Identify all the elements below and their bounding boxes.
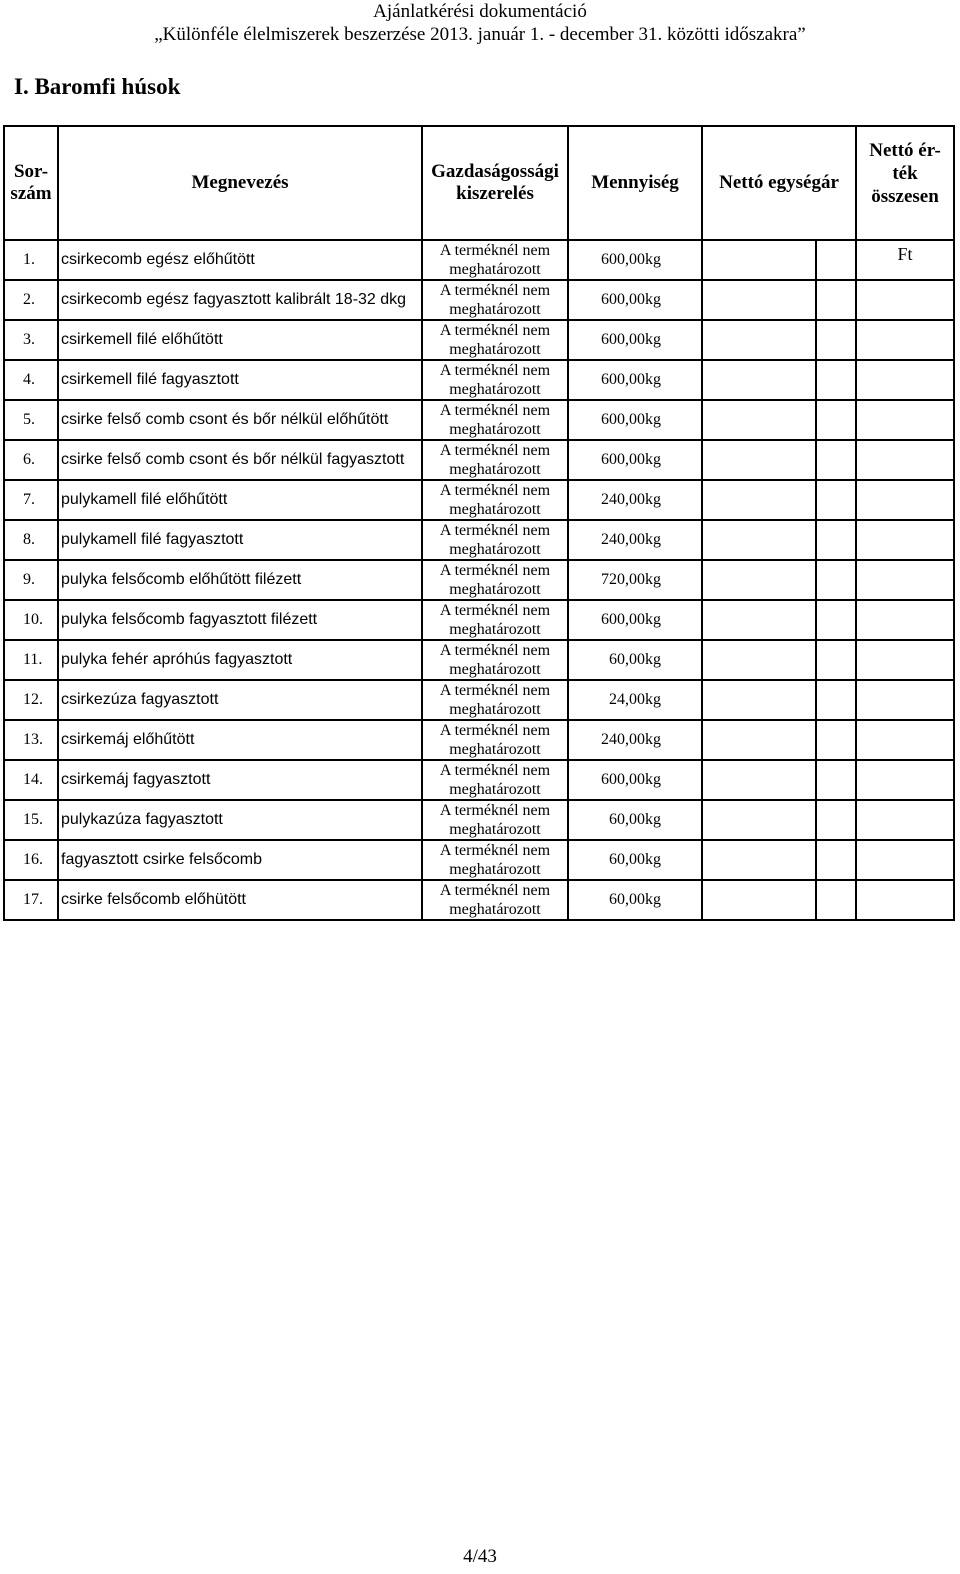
item-name: csirkezúza fagyasztott	[58, 680, 422, 720]
row-number: 6.	[4, 440, 58, 480]
row-number: 9.	[4, 560, 58, 600]
items-table	[3, 125, 955, 921]
total-cell	[856, 840, 954, 880]
unit-price-cell	[702, 600, 816, 640]
item-name: csirkecomb egész fagyasztott kalibrált 18-32 dkg	[58, 280, 422, 320]
item-quantity: 240,00kg	[568, 480, 702, 520]
item-quantity: 240,00kg	[568, 720, 702, 760]
unit-price-suffix-cell	[816, 280, 856, 320]
row-number: 10.	[4, 600, 58, 640]
row-number: 2.	[4, 280, 58, 320]
unit-price-cell	[702, 240, 816, 280]
total-cell	[856, 360, 954, 400]
unit-price-cell	[702, 720, 816, 760]
column-header-total	[856, 126, 954, 264]
unit-price-suffix-cell	[816, 760, 856, 800]
row-number: 15.	[4, 800, 58, 840]
item-packaging: A terméknél nem meghatározott	[422, 240, 568, 280]
item-packaging: A terméknél nem meghatározott	[422, 840, 568, 880]
item-packaging: A terméknél nem meghatározott	[422, 400, 568, 440]
column-header-packaging: Gazdaságossági kiszerelés	[422, 126, 568, 240]
item-quantity: 720,00kg	[568, 560, 702, 600]
table-row	[4, 360, 954, 400]
unit-price-cell	[702, 760, 816, 800]
total-cell	[856, 280, 954, 320]
item-packaging: A terméknél nem meghatározott	[422, 720, 568, 760]
total-label: Nettó ér-ték összesen	[869, 139, 941, 207]
unit-price-cell	[702, 880, 816, 920]
item-quantity: 600,00kg	[568, 280, 702, 320]
row-number: 3.	[4, 320, 58, 360]
unit-price-cell	[702, 840, 816, 880]
table-row	[4, 600, 954, 640]
item-packaging: A terméknél nem meghatározott	[422, 520, 568, 560]
table-row	[4, 280, 954, 320]
table-row	[4, 840, 954, 880]
table-body	[4, 240, 954, 920]
item-quantity: 240,00kg	[568, 520, 702, 560]
total-unit: Ft	[897, 244, 913, 264]
unit-price-suffix-cell	[816, 800, 856, 840]
item-packaging: A terméknél nem meghatározott	[422, 640, 568, 680]
item-quantity: 600,00kg	[568, 600, 702, 640]
unit-price-cell	[702, 560, 816, 600]
item-packaging: A terméknél nem meghatározott	[422, 320, 568, 360]
table-row	[4, 520, 954, 560]
row-number: 11.	[4, 640, 58, 680]
total-cell	[856, 440, 954, 480]
total-cell	[856, 600, 954, 640]
item-name: csirkemell filé fagyasztott	[58, 360, 422, 400]
row-number: 5.	[4, 400, 58, 440]
unit-price-suffix-cell	[816, 600, 856, 640]
total-cell	[856, 480, 954, 520]
item-name: csirkemell filé előhűtött	[58, 320, 422, 360]
section-title: I. Baromfi húsok	[14, 74, 181, 99]
item-quantity: 60,00kg	[568, 640, 702, 680]
unit-price-cell	[702, 800, 816, 840]
item-name: pulyka fehér apróhús fagyasztott	[58, 640, 422, 680]
item-name: pulykazúza fagyasztott	[58, 800, 422, 840]
row-number: 12.	[4, 680, 58, 720]
unit-price-cell	[702, 400, 816, 440]
row-number: 13.	[4, 720, 58, 760]
table-row	[4, 680, 954, 720]
unit-price-suffix-cell	[816, 400, 856, 440]
item-quantity: 60,00kg	[568, 800, 702, 840]
item-name: csirke felső comb csont és bőr nélkül fagyasztott	[58, 440, 422, 480]
unit-price-suffix-cell	[816, 720, 856, 760]
document-header	[0, 0, 960, 46]
item-name: csirke felső comb csont és bőr nélkül előhűtött	[58, 400, 422, 440]
column-header-unit-price: Nettó egységár	[702, 126, 856, 240]
row-number: 17.	[4, 880, 58, 920]
column-header-name: Megnevezés	[58, 126, 422, 240]
row-number: 4.	[4, 360, 58, 400]
row-number: 14.	[4, 760, 58, 800]
row-number: 16.	[4, 840, 58, 880]
item-name: pulyka felsőcomb fagyasztott filézett	[58, 600, 422, 640]
item-quantity: 24,00kg	[568, 680, 702, 720]
item-packaging: A terméknél nem meghatározott	[422, 800, 568, 840]
table-row	[4, 800, 954, 840]
total-cell	[856, 320, 954, 360]
item-packaging: A terméknél nem meghatározott	[422, 480, 568, 520]
table-row	[4, 440, 954, 480]
item-quantity: 600,00kg	[568, 400, 702, 440]
total-cell	[856, 680, 954, 720]
total-cell	[856, 520, 954, 560]
page-number: 4/43	[463, 1546, 497, 1567]
item-quantity: 60,00kg	[568, 880, 702, 920]
total-cell	[856, 760, 954, 800]
unit-price-cell	[702, 680, 816, 720]
table-row	[4, 400, 954, 440]
item-packaging: A terméknél nem meghatározott	[422, 440, 568, 480]
unit-price-suffix-cell	[816, 880, 856, 920]
unit-price-suffix-cell	[816, 840, 856, 880]
item-quantity: 600,00kg	[568, 360, 702, 400]
item-name: fagyasztott csirke felsőcomb	[58, 840, 422, 880]
unit-price-suffix-cell	[816, 360, 856, 400]
unit-price-suffix-cell	[816, 480, 856, 520]
unit-price-suffix-cell	[816, 440, 856, 480]
item-packaging: A terméknél nem meghatározott	[422, 680, 568, 720]
table-row	[4, 640, 954, 680]
table-row	[4, 240, 954, 280]
item-packaging: A terméknél nem meghatározott	[422, 560, 568, 600]
item-name: pulykamell filé fagyasztott	[58, 520, 422, 560]
unit-price-suffix-cell	[816, 560, 856, 600]
unit-price-cell	[702, 360, 816, 400]
item-name: csirkecomb egész előhűtött	[58, 240, 422, 280]
row-number: 8.	[4, 520, 58, 560]
table-row	[4, 720, 954, 760]
document-subtitle: „Különféle élelmiszerek beszerzése 2013. január 1. - december 31. közötti időszakra”	[154, 24, 806, 45]
item-packaging: A terméknél nem meghatározott	[422, 880, 568, 920]
item-quantity: 600,00kg	[568, 440, 702, 480]
total-cell	[856, 640, 954, 680]
unit-price-cell	[702, 480, 816, 520]
unit-price-suffix-cell	[816, 320, 856, 360]
unit-price-suffix-cell	[816, 240, 856, 280]
item-packaging: A terméknél nem meghatározott	[422, 360, 568, 400]
unit-price-cell	[702, 640, 816, 680]
item-quantity: 600,00kg	[568, 320, 702, 360]
item-name: pulykamell filé előhűtött	[58, 480, 422, 520]
unit-price-cell	[702, 520, 816, 560]
column-header-number: Sor-szám	[4, 126, 58, 240]
total-cell	[856, 800, 954, 840]
table-row	[4, 760, 954, 800]
item-name: pulyka felsőcomb előhűtött filézett	[58, 560, 422, 600]
item-packaging: A terméknél nem meghatározott	[422, 600, 568, 640]
table-row	[4, 320, 954, 360]
item-name: csirkemáj fagyasztott	[58, 760, 422, 800]
total-cell	[856, 400, 954, 440]
item-quantity: 600,00kg	[568, 240, 702, 280]
table-row	[4, 480, 954, 520]
document-title: Ajánlatkérési dokumentáció	[373, 1, 587, 22]
unit-price-cell	[702, 280, 816, 320]
total-cell	[856, 560, 954, 600]
item-quantity: 600,00kg	[568, 760, 702, 800]
unit-price-cell	[702, 320, 816, 360]
unit-price-cell	[702, 440, 816, 480]
column-header-quantity: Mennyiség	[568, 126, 702, 240]
unit-price-suffix-cell	[816, 680, 856, 720]
item-quantity: 60,00kg	[568, 840, 702, 880]
item-name: csirke felsőcomb előhütött	[58, 880, 422, 920]
unit-price-suffix-cell	[816, 520, 856, 560]
row-number: 7.	[4, 480, 58, 520]
item-name: csirkemáj előhűtött	[58, 720, 422, 760]
row-number: 1.	[4, 240, 58, 280]
table-row	[4, 880, 954, 920]
total-cell	[856, 880, 954, 920]
unit-price-suffix-cell	[816, 640, 856, 680]
total-cell	[856, 720, 954, 760]
item-packaging: A terméknél nem meghatározott	[422, 280, 568, 320]
item-packaging: A terméknél nem meghatározott	[422, 760, 568, 800]
table-row	[4, 560, 954, 600]
